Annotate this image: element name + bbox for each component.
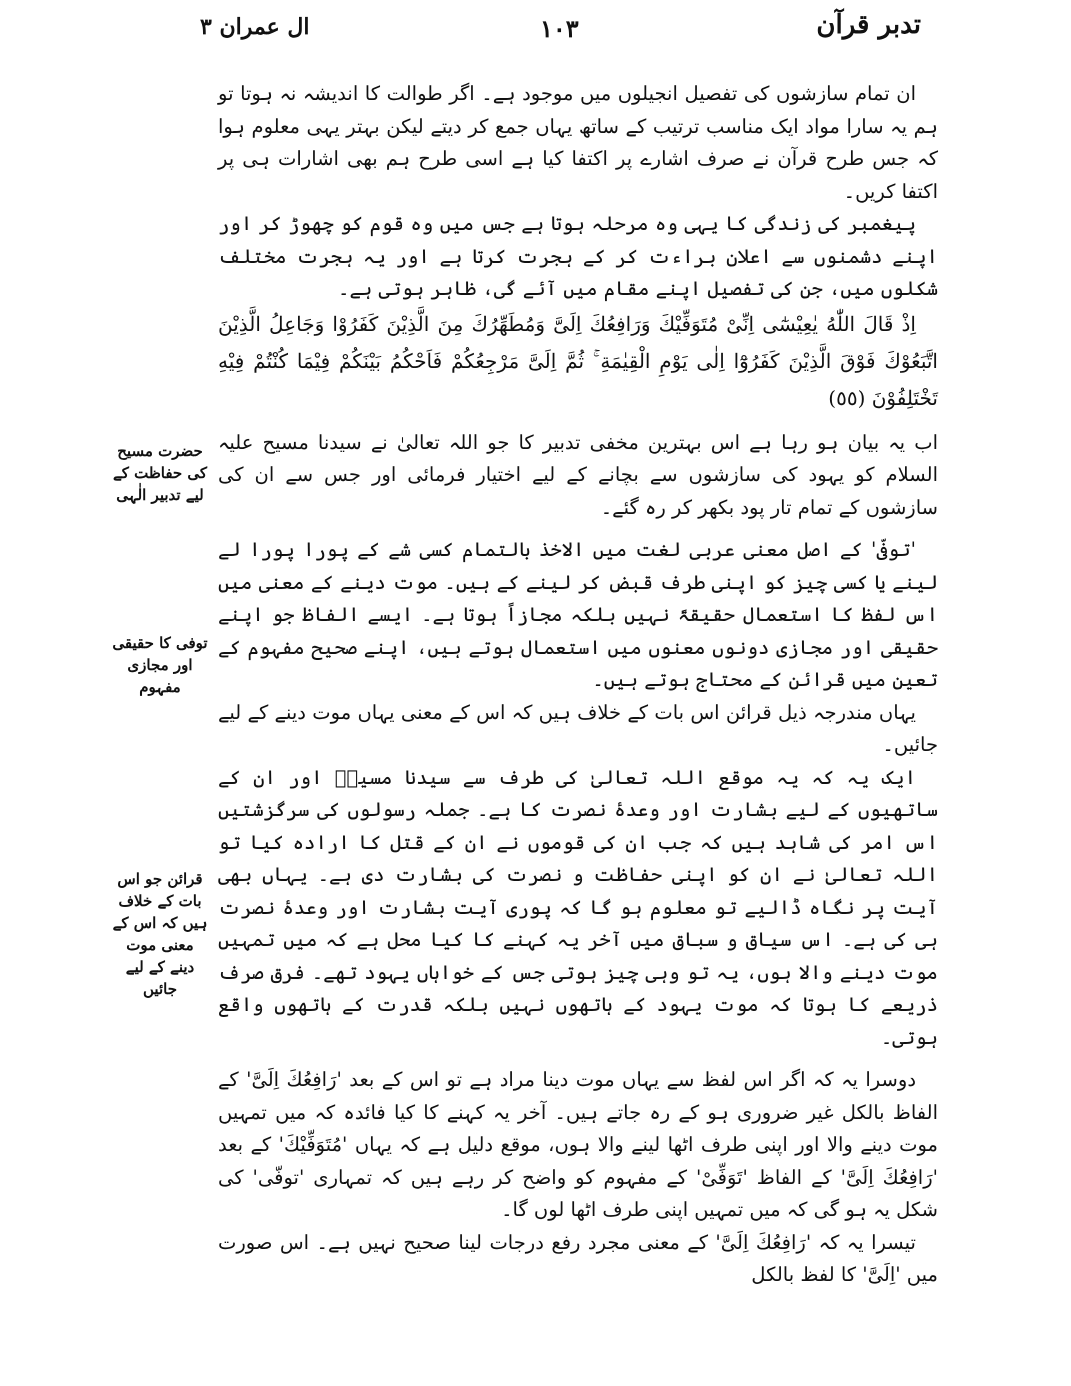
paragraph-2: پیغمبر کی زندگی کا یہی وہ مرحلہ ہوتا ہے جس میں وہ قوم کو چھوڑ کر اور اپنے دشمنوں سے اعلان براءت کر کے ہجرت کرتا ہے اور یہ ہجرت مختلف شکلوں میں، جن کی تفصیل اپنے مقام میں آئے گی، ظاہر ہوتی ہے۔ — [218, 212, 938, 300]
book-title: تدبر قرآن — [816, 10, 921, 40]
paragraph-3: اب یہ بیان ہو رہا ہے اس بہترین مخفی تدبیر کا جو اللہ تعالیٰ نے سیدنا مسیح علیہ السلام کو یہود کی سازشوں سے بچانے کے لیے اختیار فرمائی اور جس سے ان کی سازشوں کے تمام تار پود بکھر کر رہ گئے۔ — [218, 430, 938, 519]
paragraph-6: ایک یہ کہ یہ موقع اللہ تعالیٰ کی طرف سے سیدنا مسیحؑ اور ان کے ساتھیوں کے لیے بشارت اور وعدۂ نصرت کا ہے۔ جملہ رسولوں کی سرگزشتیں اس امر کی شاہد ہیں کہ جب ان کی قوموں نے ان کے قتل کا ارادہ کیا تو اللہ تعالیٰ نے ان کو اپنی حفاظت و نصرت کی بشارت دی ہے۔ یہاں بھی آیت پر نگاہ ڈالیے تو معلوم ہو گا کہ پوری آیت بشارت اور وعدۂ نصرت ہی کی ہے۔ اس سیاق و سباق میں آخر یہ کہنے کا کیا محل ہے کہ میں تمہیں موت دینے والا ہوں، یہ تو وہی چیز ہوتی جس کے خواہاں یہود تھے۔ فرق صرف ذریعے کا ہوتا کہ موت یہود کے ہاتھوں نہیں بلکہ قدرت کے ہاتھوں واقع ہوتی۔ — [218, 765, 938, 1049]
paragraph-5: یہاں مندرجہ ذیل قرائن اس بات کے خلاف ہیں کہ اس کے معنی یہاں موت دینے کے لیے جائیں۔ — [218, 700, 938, 756]
page-header — [180, 10, 921, 50]
main-text — [218, 78, 938, 1292]
page-number: ١٠٣ — [540, 14, 579, 43]
quran-verse: اِذْ قَالَ اللّٰهُ يٰعِيْسٰٓى اِنِّىْ مُتَوَفِّيْكَ وَرَافِعُكَ اِلَىَّ وَمُطَهِّرُكَ مِنَ الَّذِيْنَ كَفَرُوْا وَجَاعِلُ الَّذِيْنَ اتَّبَعُوْكَ فَوْقَ الَّذِيْنَ كَفَرُوْٓا اِلٰى يَوْمِ الْقِيٰمَةِ ۚ ثُمَّ اِلَىَّ مَرْجِعُكُمْ فَاَحْكُمُ بَيْنَكُمْ فِيْمَا كُنْتُمْ فِيْهِ تَخْتَلِفُوْنَ (٥٥) — [218, 311, 938, 410]
surah-name: ال عمران ٣ — [200, 14, 310, 40]
margin-note-2: توفی کا حقیقی اور مجازی مفہوم — [112, 634, 208, 696]
paragraph-1: ان تمام سازشوں کی تفصیل انجیلوں میں موجود ہے۔ اگر طوالت کا اندیشہ نہ ہوتا تو ہم یہ سارا مواد ایک مناسب ترتیب کے ساتھ یہاں جمع کر دیتے لیکن بہتر یہی معلوم ہوا کہ جس طرح قرآن نے صرف اشارے پر اکتفا کیا ہے اسی طرح ہم بھی اشارات ہی پر اکتفا کریں۔ — [218, 82, 938, 203]
paragraph-7: دوسرا یہ کہ اگر اس لفظ سے یہاں موت دینا مراد ہے تو اس کے بعد 'رَافِعُكَ اِلَىَّ' کے الفاظ بالکل غیر ضروری ہو کے رہ جاتے ہیں۔ آخر یہ کہنے کا کیا فائدہ کہ میں تمہیں موت دینے والا اور اپنی طرف اٹھا لینے والا ہوں، موقع دلیل ہے کہ یہاں 'مُتَوَفِّيْكَ' کے بعد 'رَافِعُكَ اِلَىَّ' کے الفاظ 'تَوَفِّىْ' کے مفہوم کو واضح کر رہے ہیں کہ تمہاری 'توفّی' کی شکل یہ ہو گی کہ میں تمہیں اپنی طرف اٹھا لوں گا۔ — [218, 1068, 938, 1221]
paragraph-4: 'توفّی' کے اصل معنی عربی لغت میں الاخذ بالتمام کسی شے کے پورا پورا لے لینے یا کسی چیز کو اپنی طرف قبض کر لینے کے ہیں۔ موت دینے کے معنی میں اس لفظ کا استعمال حقیقۃً نہیں بلکہ مجازاً ہوتا ہے۔ ایسے الفاظ جو اپنے حقیقی اور مجازی دونوں معنوں میں استعمال ہوتے ہیں، اپنے صحیح مفہوم کے تعین میں قرائن کے محتاج ہوتے ہیں۔ — [218, 538, 938, 691]
margin-note-1: حضرت مسیح کی حفاظت کے لیے تدبیر الٰہی — [112, 442, 208, 504]
margin-note-3: قرائن جو اس بات کے خلاف ہیں کہ اس کے معنی موت دینے کے لیے جائیں — [112, 870, 208, 998]
paragraph-8: تیسرا یہ کہ 'رَافِعُكَ اِلَىَّ' کے معنی مجرد رفع درجات لینا صحیح نہیں ہے۔ اس صورت میں 'اِلَىَّ' کا لفظ بالکل — [218, 1230, 938, 1286]
